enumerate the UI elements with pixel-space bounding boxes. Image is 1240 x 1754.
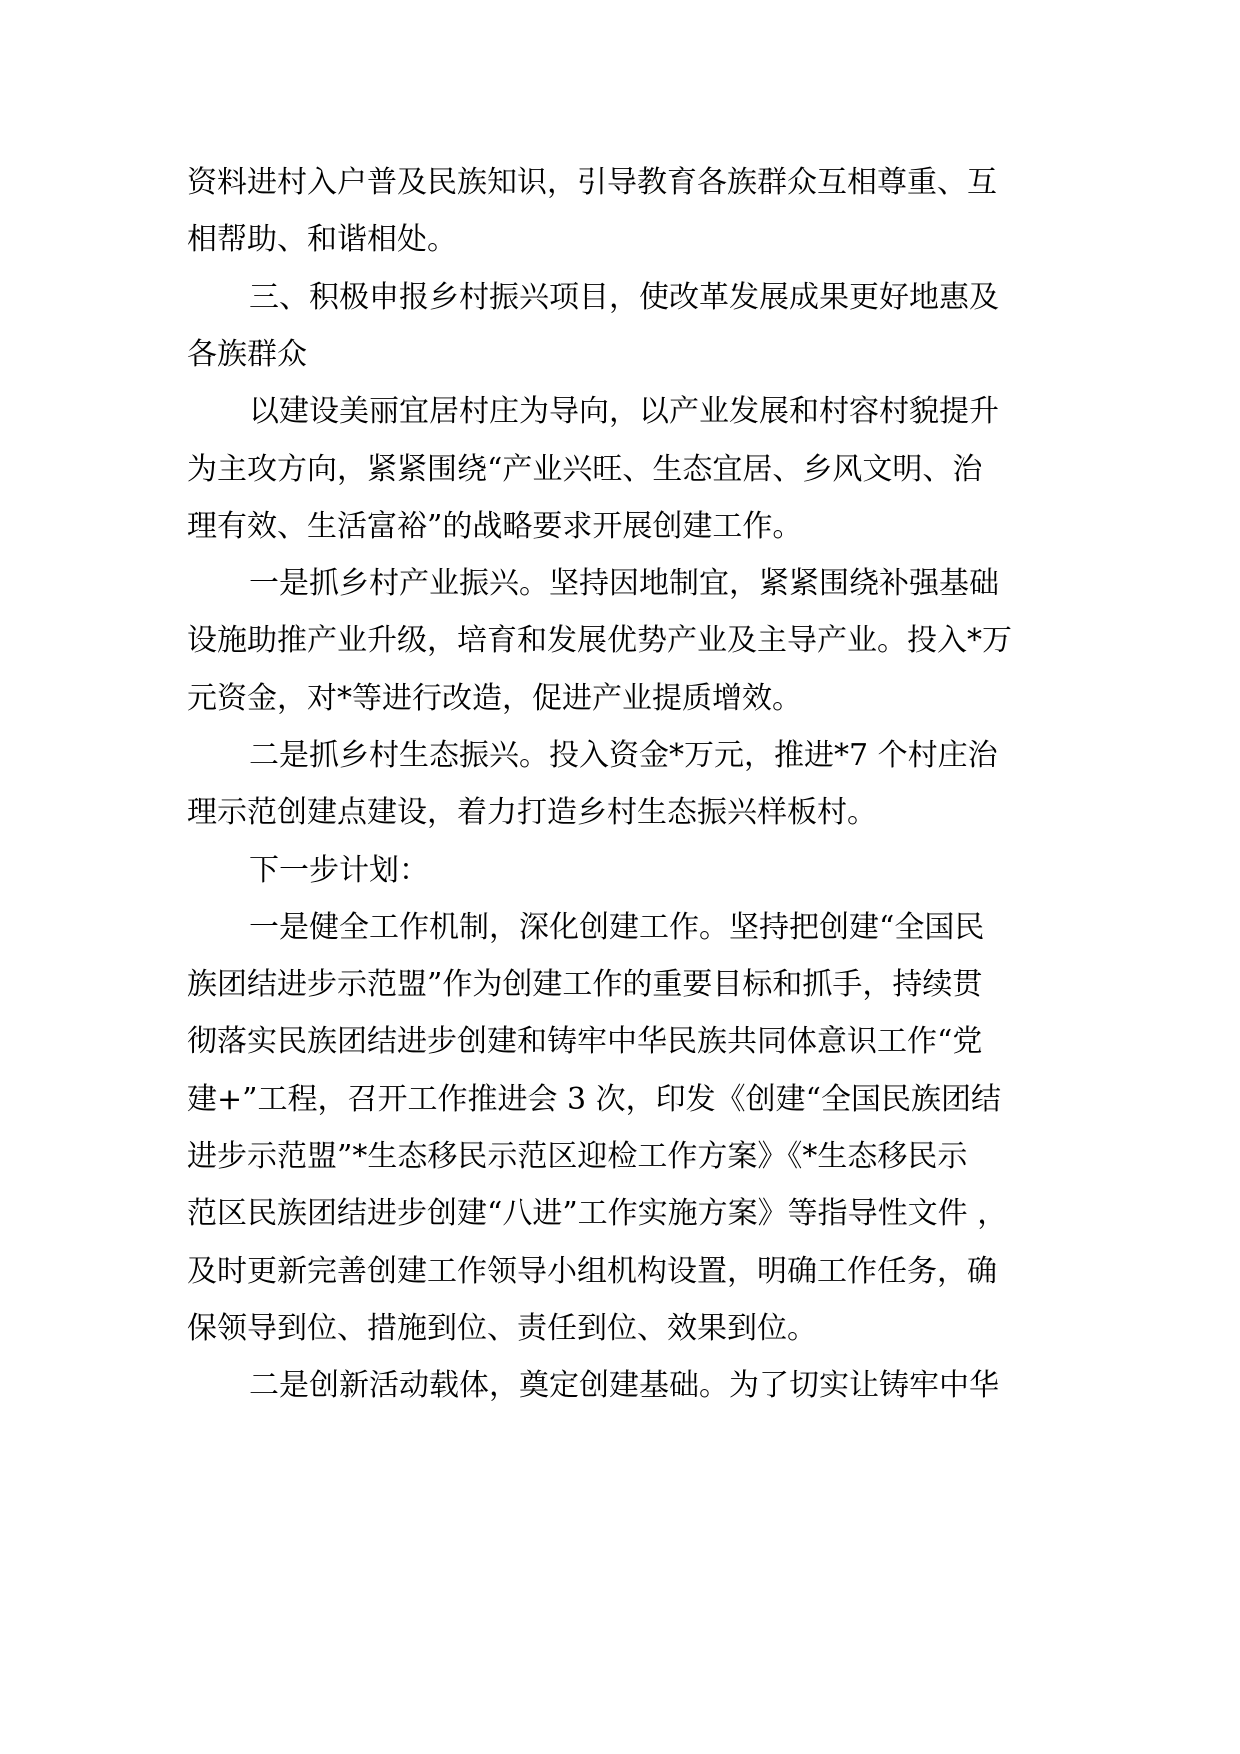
section-heading-line: 三、积极申报乡村振兴项目，使改革发展成果更好地惠及 bbox=[249, 280, 999, 315]
text-line: 为主攻方向，紧紧围绕“产业兴旺、生态宜居、乡风文明、治 bbox=[187, 452, 983, 487]
text-line: 一是健全工作机制，深化创建工作。坚持把创建“全国民 bbox=[249, 910, 985, 945]
text-line: 以建设美丽宜居村庄为导向，以产业发展和村容村貌提升 bbox=[249, 394, 999, 429]
text-line: 理有效、生活富裕”的战略要求开展创建工作。 bbox=[187, 509, 803, 544]
section-heading-line: 各族群众 bbox=[187, 337, 307, 372]
text-line: 二是抓乡村生态振兴。投入资金*万元，推进*7 个村庄治 bbox=[249, 738, 998, 773]
text-line: 保领导到位、措施到位、责任到位、效果到位。 bbox=[187, 1311, 817, 1346]
text-line: 一是抓乡村产业振兴。坚持因地制宜，紧紧围绕补强基础 bbox=[249, 566, 999, 601]
text-line: 理示范创建点建设，着力打造乡村生态振兴样板村。 bbox=[187, 795, 877, 830]
text-line: 下一步计划： bbox=[249, 853, 429, 888]
text-line: 相帮助、和谐相处。 bbox=[187, 222, 457, 257]
text-line: 建+”工程，召开工作推进会 3 次，印发《创建“全国民族团结 bbox=[187, 1082, 1001, 1117]
text-line: 族团结进步示范盟”作为创建工作的重要目标和抓手，持续贯 bbox=[187, 967, 983, 1002]
text-line: 及时更新完善创建工作领导小组机构设置，明确工作任务，确 bbox=[187, 1254, 997, 1289]
text-line: 彻落实民族团结进步创建和铸牢中华民族共同体意识工作“党 bbox=[187, 1024, 983, 1059]
text-line: 设施助推产业升级，培育和发展优势产业及主导产业。投入*万 bbox=[187, 623, 1012, 658]
text-line: 范区民族团结进步创建“八进”工作实施方案》等指导性文件 ， bbox=[187, 1196, 1008, 1231]
text-line: 元资金，对*等进行改造，促进产业提质增效。 bbox=[187, 681, 802, 716]
text-line: 二是创新活动载体，奠定创建基础。为了切实让铸牢中华 bbox=[249, 1368, 999, 1403]
text-line: 资料进村入户普及民族知识，引导教育各族群众互相尊重、互 bbox=[187, 165, 997, 200]
text-line: 进步示范盟”*生态移民示范区迎检工作方案》《*生态移民示 bbox=[187, 1139, 968, 1174]
